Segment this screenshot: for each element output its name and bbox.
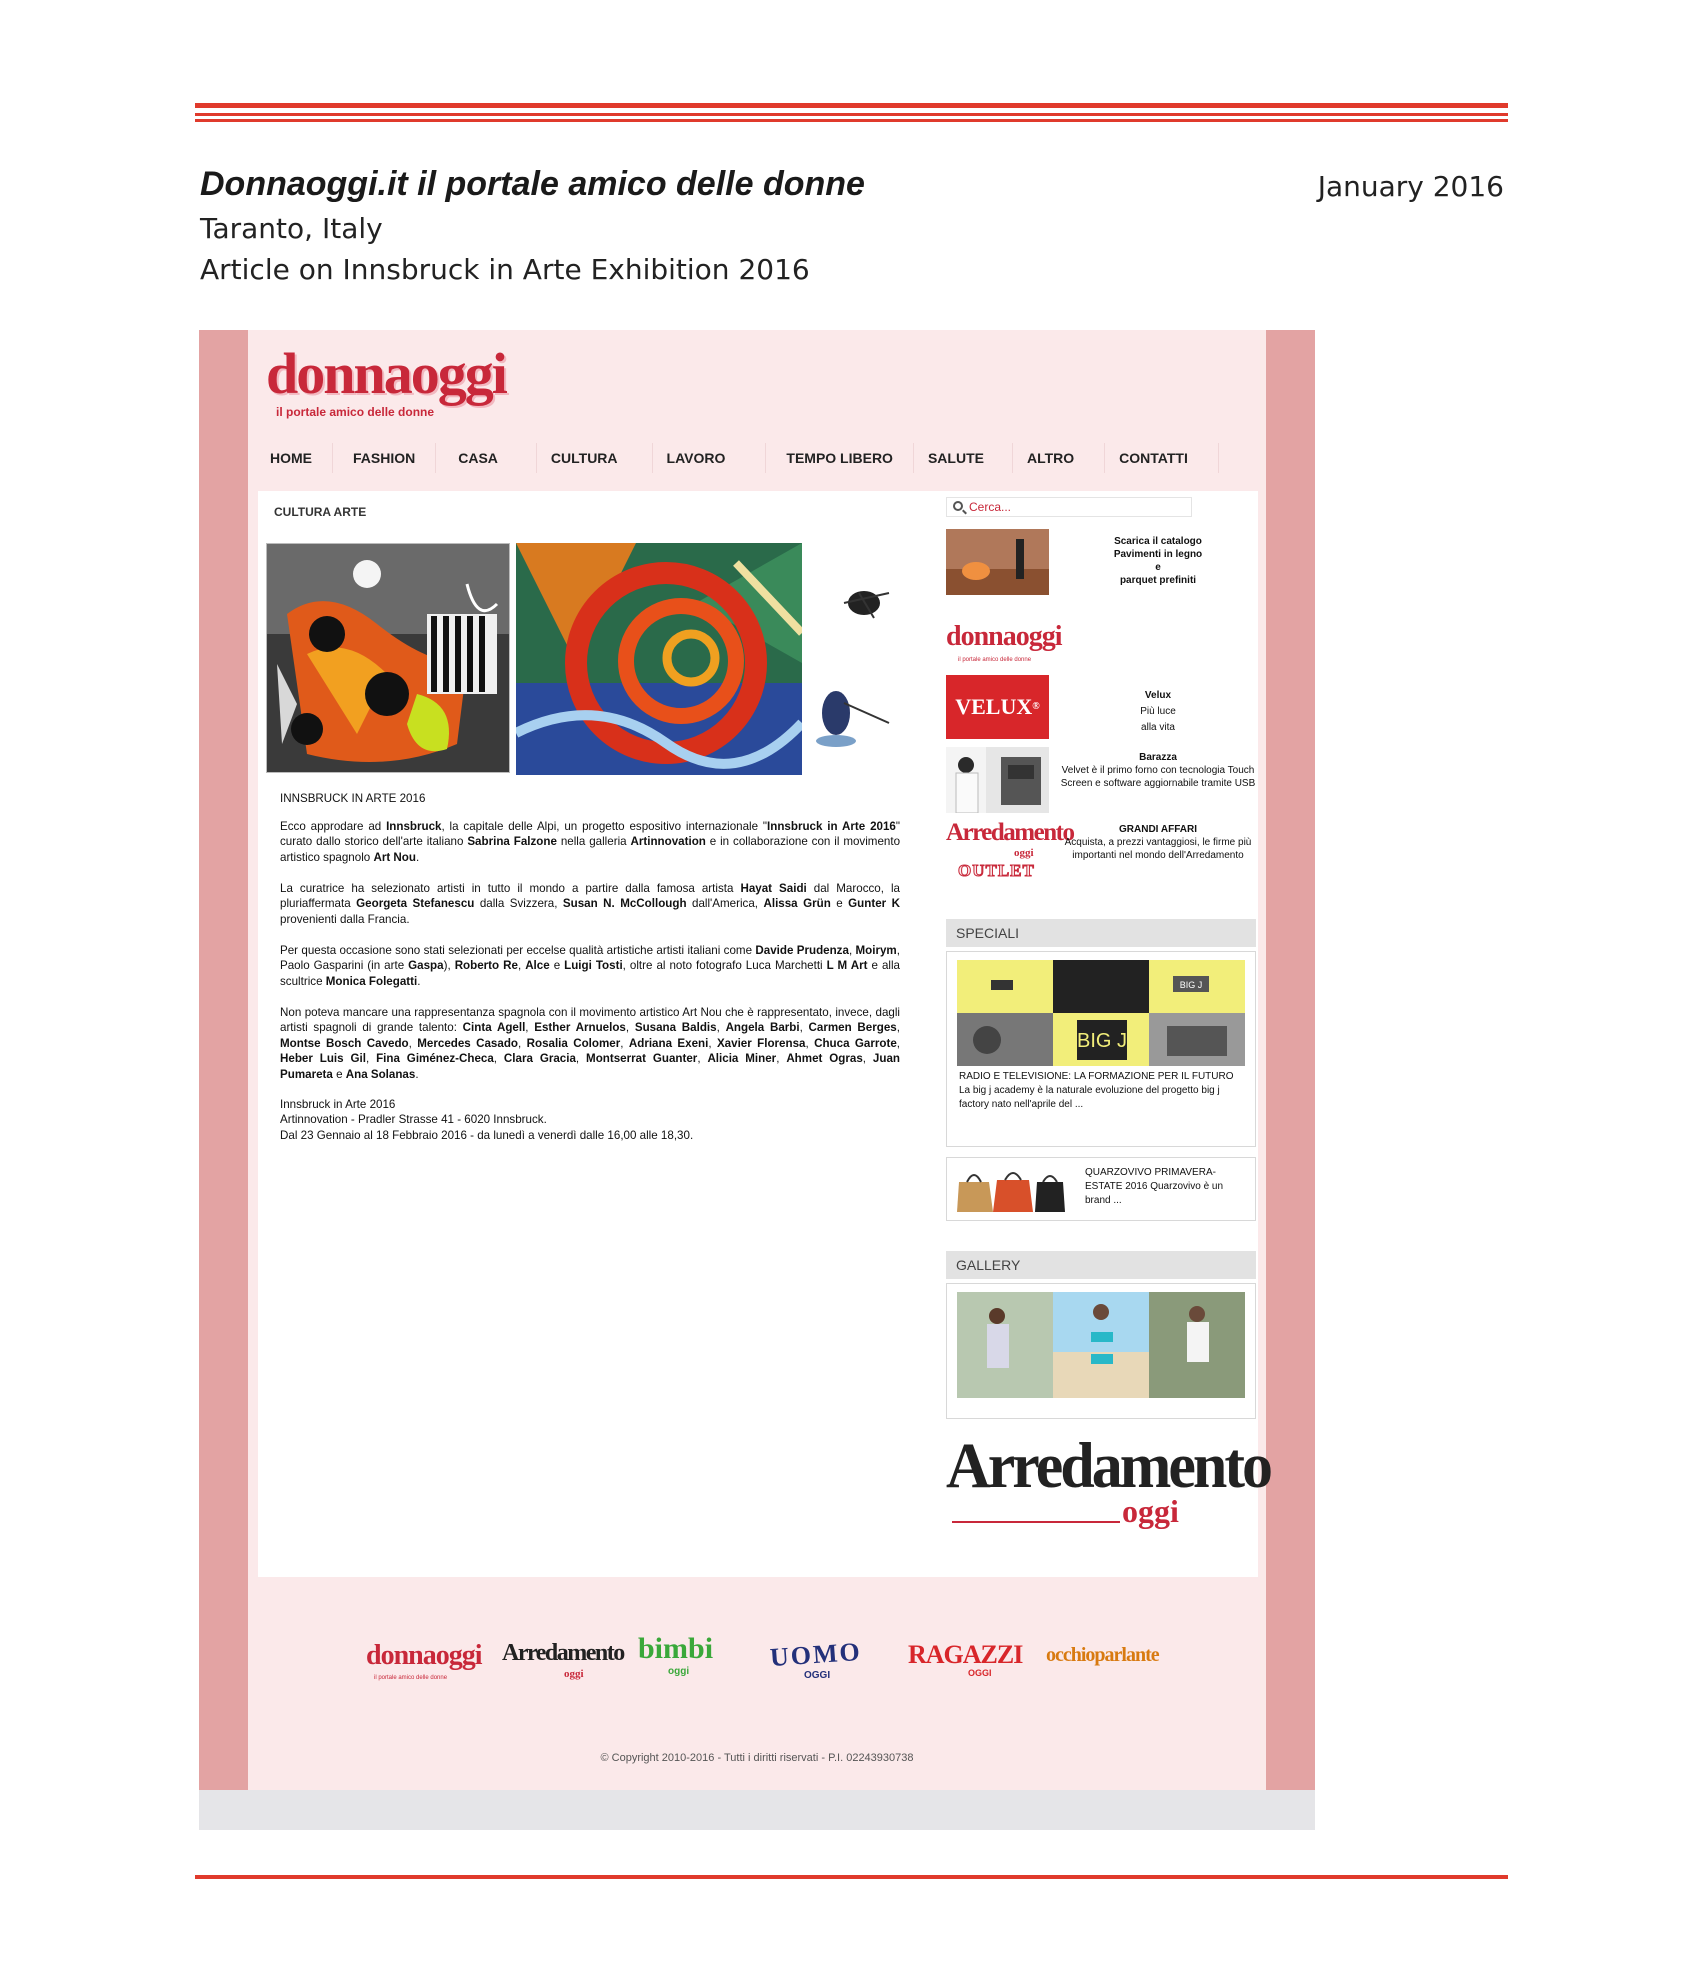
footer-logo-bimbi-sub: oggi [668, 1666, 690, 1677]
velux-ad-logo[interactable]: VELUX® [946, 675, 1049, 739]
publication-date: January 2016 [1317, 170, 1504, 203]
article-info [280, 1097, 900, 1143]
article-title: INNSBRUCK IN ARTE 2016 [280, 792, 426, 805]
bigj-image [957, 960, 1245, 1066]
content-area [258, 491, 1270, 1577]
nav-casa[interactable]: CASA [436, 443, 537, 473]
site-logo[interactable]: donnaoggi [266, 341, 506, 406]
artwork-image-2 [516, 543, 802, 775]
top-rule-3 [195, 119, 1508, 122]
arredamento-outlet-logo[interactable]: Arredamento [946, 819, 1074, 846]
footer-logo-uomo-sub: OGGI [804, 1670, 831, 1681]
arredamento-underline [952, 1521, 1120, 1523]
footer-logo-donnaoggi[interactable]: donnaoggi [366, 1640, 482, 1671]
footer-logo-arredamento[interactable]: Arredamento [502, 1640, 624, 1666]
grandi-affari-text[interactable]: GRANDI AFFARI Acquista, a prezzi vantaggiosi, le firme più importanti nel mondo dell'Arredamento [1064, 824, 1252, 861]
bottom-rule [195, 1875, 1508, 1879]
donnaoggi-ad-logo[interactable]: donnaoggi [946, 621, 1062, 652]
arredamento-oggi-banner-sub: oggi [1122, 1493, 1179, 1529]
footer-logo-bimbi[interactable]: bimbi [638, 1632, 714, 1665]
nav-tempo-libero[interactable]: TEMPO LIBERO [766, 443, 914, 473]
quarzovivo-text[interactable]: QUARZOVIVO PRIMAVERA-ESTATE 2016 Quarzovivo è un brand ... [1085, 1167, 1224, 1206]
gallery-heading: GALLERY [946, 1251, 1256, 1279]
velux-ad-text[interactable]: Velux Più luce alla vita [1140, 690, 1176, 733]
search-icon [953, 501, 963, 511]
artwork-image-1 [266, 543, 510, 773]
publication-location: Taranto, Italy [200, 212, 383, 245]
site-frame [248, 330, 1270, 1790]
article-paragraph-1: Ecco approdare ad Innsbruck, la capitale delle Alpi, un progetto espositivo internazionale "Innsbruck in Arte 2016" curato dallo storico dell'arte italiano Sabrina Falzone nella galleria Artinnovation e in collaborazione con il movimento artistico spagnolo Art Nou. [280, 820, 901, 864]
artwork-image-3 [804, 563, 904, 763]
footer-logo-occhioparlante[interactable]: occhioparlante [1046, 1644, 1159, 1666]
parquet-ad-text[interactable]: Scarica il catalogo Pavimenti in legno e parquet prefiniti [1113, 536, 1203, 586]
info-event: Innsbruck in Arte 2016 [280, 1098, 396, 1111]
bottom-bar [199, 1790, 1315, 1830]
nav-lavoro[interactable]: LAVORO [653, 443, 767, 473]
arredamento-outlet-oggi: oggi [1014, 847, 1034, 859]
top-rule-1 [195, 103, 1508, 108]
barazza-ad-text[interactable]: Barazza Velvet è il primo forno con tecnologia Touch Screen e software aggiornabile tramite USB [1060, 752, 1256, 789]
site-tagline: il portale amico delle donne [276, 405, 435, 419]
info-dates: Dal 23 Gennaio al 18 Febbraio 2016 - da lunedì a venerdì dalle 16,00 alle 18,30. [280, 1128, 694, 1142]
nav-home[interactable]: HOME [256, 443, 333, 473]
outlet-label: OUTLET [958, 861, 1035, 880]
nav-fashion[interactable]: FASHION [333, 443, 436, 473]
speciali-box[interactable] [946, 951, 1256, 1147]
quarzovivo-box[interactable] [946, 1157, 1256, 1221]
website-screenshot [199, 330, 1315, 1830]
footer-logo-ragazzi-sub: OGGI [968, 1668, 992, 1678]
breadcrumb[interactable]: CULTURA ARTE [274, 505, 367, 519]
bags-image [955, 1164, 1065, 1214]
parquet-ad-image[interactable] [946, 529, 1049, 595]
footer-logo-uomo[interactable]: UOMO [769, 1636, 863, 1673]
nav-salute[interactable]: SALUTE [914, 443, 1013, 473]
nav-altro[interactable]: ALTRO [1013, 443, 1105, 473]
donnaoggi-ad-tagline: il portale amico delle donne [958, 657, 1032, 663]
publication-description: Article on Innsbruck in Arte Exhibition 2016 [200, 253, 810, 286]
gallery-image [957, 1292, 1245, 1398]
nav-cultura[interactable]: CULTURA [537, 443, 653, 473]
arredamento-oggi-banner[interactable]: Arredamento [946, 1430, 1270, 1502]
speciali-text[interactable]: RADIO E TELEVISIONE: LA FORMAZIONE PER IL FUTURO La big j academy è la naturale evoluzione del progetto big j factory nato nell'aprile del ... [959, 1071, 1234, 1110]
publication-title: Donnaoggi.it il portale amico delle donne [200, 165, 865, 203]
info-address: Artinnovation - Pradler Strasse 41 - 6020 Innsbruck. [280, 1113, 547, 1127]
bigj-big-label: BIG J [1076, 1030, 1128, 1052]
article-paragraph-4: Non poteva mancare una rappresentanza spagnola con il movimento artistico Art Nou che è rappresentato, invece, dagli artisti spagnoli di grande talento: Cinta Agell, Esther Arnuelos, Susana Baldis, Angela Barbi, Carmen Berges, Montse Bosch Cavedo, Mercedes Casado, Rosalia Colomer, Adriana Exeni, Xavier Florensa, Chuca Garrote, Heber Luis Gil, Fina Giménez-Checa, Clara Gracia, Montserrat Guanter, Alicia Miner, Ahmet Ogras, Juan Pumareta e Ana Solanas. [280, 1006, 900, 1081]
article-paragraph-2: La curatrice ha selezionato artisti in tutto il mondo a partire dalla famosa artista Hayat Saidi dal Marocco, la pluriaffermata Georgeta Stefanescu dalla Svizzera, Susan N. McCollough dall'America, Alissa Grün e Gunter K provenienti dalla Francia. [280, 882, 900, 926]
main-nav [256, 433, 1261, 483]
copyright: © Copyright 2010-2016 - Tutti i diritti riservati - P.I. 02243930738 [600, 1752, 914, 1764]
footer-logo-arredamento-sub: oggi [564, 1668, 584, 1680]
top-rule-2 [195, 113, 1508, 116]
gallery-box[interactable] [946, 1283, 1256, 1419]
search-input[interactable] [946, 497, 1192, 517]
nav-contatti[interactable]: CONTATTI [1105, 443, 1219, 473]
footer-logo-donnaoggi-sub: il portale amico delle donne [374, 1675, 448, 1681]
barazza-ad-image[interactable] [946, 747, 1049, 813]
bigj-small-label-2: BIG J [1179, 980, 1203, 990]
search-placeholder: Cerca... [969, 500, 1012, 514]
speciali-heading: SPECIALI [946, 919, 1256, 947]
article-paragraph-3: Per questa occasione sono stati selezionati per eccelse qualità artistiche artisti italiani come Davide Prudenza, Moirym, Paolo Gasparini (in arte Gaspa), Roberto Re, Alce e Luigi Tosti, oltre al noto fotografo Luca Marchetti L M Art e alla scultrice Monica Folegatti. [280, 944, 900, 988]
footer-logo-ragazzi[interactable]: RAGAZZI [908, 1640, 1023, 1669]
